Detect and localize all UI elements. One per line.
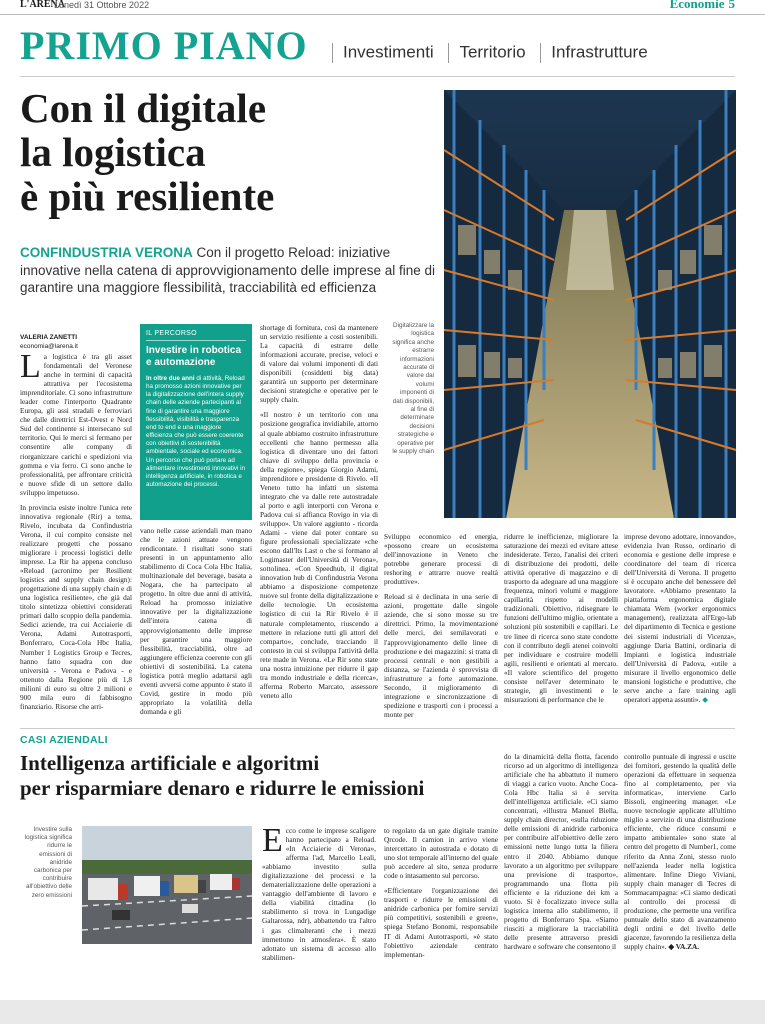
second-column-3 <box>504 752 618 950</box>
author-signature: ◆ VA.ZA. <box>668 941 700 951</box>
paragraph: Reload si è declinata in una serie di azioni, progettate dalle singole aziende, che si sono mosse su tre direttrici. Primo, la movimentazione delle merci, dei semilavorati e l'approvvigionamento delle linee di produzione e dei magazzini: si tratta di processi centrali e non gestibili a distanza, se l'azienda è sprovvista di infrastrutture a forte automazione. Secondo, il miglioramento di integrazione e sincronizzazione di spedizione e trasporti con i processi a monte per <box>384 592 498 719</box>
headline-line: Con il digitale <box>20 85 267 131</box>
divider <box>332 43 333 63</box>
paragraph: controllo puntuale di ingressi e uscite dei fornitori, gestendo la qualità delle operazioni da effettuare in sequenza fino al completamento, per via informatica», interviene Carlo Bissoli, engineering manager. «Le nuove tecnologie applicate all'ultimo miglio a servizio di una distribuzione efficiente, che riduce consumi e impatto ambientale» sono state al centro del progetto di Number1, come riferito da Anna Zoni, stesso ruolo nell'azienda leader nella logistica alimentare. Infine Diego Viviani, supply chain manager di Tecres di Sommacampagna: «Ci siamo dedicati al controllo dei processi di produzione, che permette una verifica puntuale dello stato di avanzamento degli ordini e del livello delle giacenze, favorendo la resilienza della supply chain». ◆ VA.ZA. <box>624 752 736 951</box>
topic-link-infrastrutture[interactable]: Infrastrutture <box>551 42 648 62</box>
paragraph: shortage di fornitura, così da mantenere un servizio resiliente a costi sostenibili. La capacità di estrarre delle informazioni accurate, precise, veloci e di valore dai volumi imponenti di dati disponibili (cosiddetti big data) garantirà un supporto per determinare decisioni strategiche e operative per le supply chain. <box>260 323 378 405</box>
headline-line: la logistica <box>20 129 206 175</box>
paragraph: La logistica è tra gli asset fondamentali del Veronese anche in termini di capacità attrattiva per l'ecosistema imprenditoriale. Ci sono infrastrutture leader come l'interporto Quadrante Europa, gli assi stradali e ferroviari che dalle direttrici Est-Ovest e Nord Sud del continente si intersecano sul territorio. Qui le merci si fermano per consentire alle company di riorganizzare carichi e spedizioni via gomma e via ferro. Ci sono anche le professionalità, per affrontare criticità e nuove sfide di un settore dallo sviluppo impetuoso. <box>20 348 132 497</box>
paragraph: ridurre le inefficienze, migliorare la saturazione dei mezzi ed evitare attese indesiderate. Terzo, l'analisi dei criteri di distribuzione dei prodotti, delle attività operative di magazzino e di trasporto da adeguare ad una maggiore frequenza, minori volumi e maggiore capillarità rispetto ai modelli tradizionali. Obiettivo, ridisegnare le funzioni dell'ultimo miglio, orientate a soluzioni più sostenibili e capillari. Le tre linee di ricerca sono state condotte con il contributo degli atenei coinvolti per individuare e costruire modelli agili, resilienti e orientati al mercato. «Il valore scientifico del progetto consiste nell'aver determinato le strategie, gli investimenti e le misurazioni di performance che le <box>504 532 618 704</box>
paragraph: imprese devono adottare, innovando», evidenzia Ivan Russo, ordinario di economia e gestione delle imprese e coordinatore del team di ricerca dell'Università di Verona. Il progetto si è occupato anche del benessere del lavoratore. «Abbiamo presentato la piattaforma ergonomica digitale chiamata Wem (worker ergonomics management), realizzata all'Ergo-lab del dipartimento di Tecnica e gestione dei sistemi industriali di Vicenza», aggiunge Daria Battini, ordinaria di Impianti e logistica industriale dell'Università di Padova, «utile a misurare il livello ergonomico delle mansioni logistiche e produttive, che serve anche a fare training agli operatori appena assunti». ◆ <box>624 532 736 704</box>
paragraph: vano nelle casse aziendali man mano che le azioni attuate vengono rendicontate. I risultati sono stati presenti in un appuntamento allo stabilimento di Coca Cola Hbc Italia, multinazionale del beverage, basata a Nogara, che ha partecipato al progetto. In oltre due anni di attività, Reload ha promosso iniziative innovative per la digitalizzazione dell'intera catena di approvvigionamento delle imprese per garantire una maggiore flessibilità, tracciabilità, oltre ad aggiungere efficienza coerente con gli obiettivi di sostenibilità. La catena logistica potrà meglio adattarsi agli eventi avversi come appunto è stato il Covid, gestire in modo più appropriato la volatilità della domanda e gli <box>140 526 252 716</box>
article-column-2 <box>140 526 252 724</box>
issue-date: Lunedì 31 Ottobre 2022 <box>54 0 150 10</box>
article-column-1 <box>20 348 132 724</box>
second-section-label: CASI AZIENDALI <box>20 734 108 746</box>
article-column-3 <box>260 323 378 724</box>
topic-links <box>322 42 648 63</box>
photo-caption: Digitalizzare la logistica significa anche estrarre informazioni accurate di valore dai volumi imponenti di dati disponibili, al fine di determinare decisioni strategiche e operative per le supply chain <box>392 322 434 456</box>
headline-line: è più resiliente <box>20 173 275 219</box>
divider <box>540 43 541 63</box>
topic-link-territorio[interactable]: Territorio <box>459 42 526 62</box>
article-column-6 <box>624 532 736 724</box>
second-column-4 <box>624 752 736 950</box>
paragraph: «Efficientare l'organizzazione dei trasporti e ridurre le emissioni di anidride carbonica per fornire servizi più competitivi, sostenibili e green», spiega Stefano Bonomi, responsabile IT di Adami Autotrasporti, «è stato l'obiettivo aziendale centrato implementan- <box>384 886 498 959</box>
drop-cap: E <box>262 822 283 859</box>
box-text: In oltre due anni di attività, Reload ha promosso azioni innovative per la digitalizzazione dell'intera supply chain delle aziende partecipanti al fine di garantire una maggiore flessibilità, visibilità e trasparenza end to end e una maggiore efficienza che può essere coerente con obiettivi di sostenibilità ambientale, sociale ed economica. Un percorso che può portare ad alimentare investimenti innovativi in intelligenza artificiale, in robotica e automazione dei processi. <box>146 375 246 489</box>
divider <box>448 43 449 63</box>
paragraph: to regolato da un gate digitale tramite Qrcode. Il camion in arrivo viene intercettato in autostrada e dotato di uno slot temporale all'interno del quale può accedere al sito, senza produrre code o intasamento sul percorso. <box>384 826 498 881</box>
article-headline <box>20 86 430 218</box>
page-bottom-band <box>0 1000 765 1024</box>
divider <box>20 76 735 77</box>
article-column-4 <box>384 532 498 724</box>
paragraph: Ecco come le imprese scaligere hanno partecipato a Reload. «In Acciaierie di Verona», afferma l'ad, Marcello Leali, «abbiamo investito sulla digitalizzazione dei processi e la dematerializzazione delle operazioni a vantaggio dell'ambiente di lavoro e della viabilità cittadina (lo stabilimento si trova in Lungadige Galtarossa, ndr), abbattendo tra l'altro i gas climalteranti che i mezzi immettono in atmosfera». È stato adottato un sistema di accesso allo stabilimen- <box>262 822 376 962</box>
highway-trucks-photo <box>82 826 252 944</box>
kicker-label: CONFINDUSTRIA VERONA <box>20 245 193 260</box>
section-header <box>670 0 735 12</box>
paragraph: Sviluppo economico ed energia, «possono creare un ecosistema dell'innovazione in Veneto che potrebbe generare processi di reshoring e attrarre nuove realtà produttive». <box>384 532 498 587</box>
topic-link-investimenti[interactable]: Investimenti <box>343 42 434 62</box>
warehouse-illustration <box>444 90 736 518</box>
paragraph: do la dinamicità della flotta, facendo ricorso ad un algoritmo di intelligenza artificiale che ha abbattuto il numero di viaggi a carico vuoto. Anche Coca-Cola Hbc Italia si è servita dell'intelligenza artificiale. «Ci siamo concentrati, «illustra Manuel Biella, supply chain director, «sulla riduzione delle emissioni di anidride carbonica per contribuire all'obiettivo delle zero emissioni nette lungo tutta la filiera entro il 2040. Abbiamo dunque lavorato a un algoritmo per sviluppare una previsione di trasporto», programmando una flotta più efficiente e la riduzione dei km a vuoto. Si è focalizzato invece sulla logistica interna allo stabilimento, il progetto di Bonferraro Spa. «Siamo riusciti a migliorare la tracciabilità delle presente attraverso presidi hardware e software che consentono il <box>504 752 618 951</box>
warehouse-photo <box>444 90 736 518</box>
paragraph: In provincia esiste inoltre l'unica rete innovativa regionale (Rir) a tema, Rivelo, incubata da Confindustria Verona, il cui compito consiste nel realizzare progetti che possano migliorare i processi logistici delle imprese. La Rir ha appena concluso «Reload (acronimo per Resilient logistics and supply chain design): progettazione di una supply chain e di una logistica resiliente», che già dal titolo sintetizza obiettivi considerati primari dallo scoppio della pandemia. Sedici aziende, tra cui Acciaierie di Verona, Adami Autotrasporti, Bonferraro, Coca-Cola Hbc Italia, Number 1 Logistics Group e Tecres, hanno fatto squadra con due università - Verona e Padova - e ottenuto dalla Regione più di 1,8 milioni di euro su oltre 2 milioni e 900 mila euro di fabbisogno finanziario. Risorse che arri- <box>20 502 132 711</box>
second-column-1 <box>262 822 376 962</box>
section-name: Economie <box>669 0 725 11</box>
masthead: L'ARENA <box>20 0 66 10</box>
box-title: Investire in robotica e automazione <box>146 345 242 368</box>
headline-line: per risparmiare denaro e ridurre le emissioni <box>20 776 425 800</box>
second-headline <box>20 751 490 801</box>
kicker-text: Con il progetto Reload: iniziative innovative nella catena di approvvigionamento delle imprese al fine di garantire una maggiore flessibilità, tracciabilità ed efficienza <box>20 245 436 295</box>
end-mark: ◆ <box>702 694 708 704</box>
divider <box>20 728 735 729</box>
section-title: PRIMO PIANO <box>20 23 308 68</box>
author-name: VALERIA ZANETTI <box>20 334 78 341</box>
page-number: 5 <box>728 0 735 11</box>
photo-caption: Investire sulla logistica significa ridurre le emissioni di anidride carbonica per contribuire all'obiettivo delle zero emissioni <box>24 826 72 899</box>
author-email[interactable]: economia@larena.it <box>20 343 78 350</box>
paragraph: «Il nostro è un territorio con una posizione geografica invidiabile, attorno al quale abbiamo costruito infrastrutture eccellenti che hanno permesso alla logistica di diventare uno dei fattori chiave di sviluppo della provincia e della regione», spiega Giorgio Adami, imprenditore e presidente di Rivelo. «Il Veneto tutto ha infatti un sistema integrato che va dalle rete autostradale al porto e agli interporti con Verona e Padova cui si affianca Rovigo in via di sviluppo». Un valore aggiunto - ricorda Adami - viene dal poter contare su figure professionali specializzate «che escono dall'Its Last o che si formano al Logimaster dell'Università di Verona», sottolinea. «Con Speedhub, il digital innovation hub di Confindustria Verona abbiamo a disposizione competenze nuove sul fronte della digitalizzazione e delle tecnologie. Un ecosistema logistico di cui la Rir Rivelo è il naturale completamento, riuscendo a mettere in relazione tutti gli attori del comparto», conclude, tracciando il contesto in cui si sviluppa l'attività della rete made in Verona. «Le Rir sono state una nostra intuizione per ridurre il gap tra mondo industriale e della ricerca», afferma Roberto Marcato, assessore veneto allo <box>260 410 378 700</box>
box-label: IL PERCORSO <box>146 330 246 341</box>
second-column-2 <box>384 826 498 959</box>
headline-line: Intelligenza artificiale e algoritmi <box>20 751 320 775</box>
info-box <box>140 324 252 520</box>
article-column-5 <box>504 532 618 724</box>
drop-cap: L <box>20 348 41 385</box>
article-kicker <box>20 244 440 297</box>
highway-illustration <box>82 826 252 944</box>
